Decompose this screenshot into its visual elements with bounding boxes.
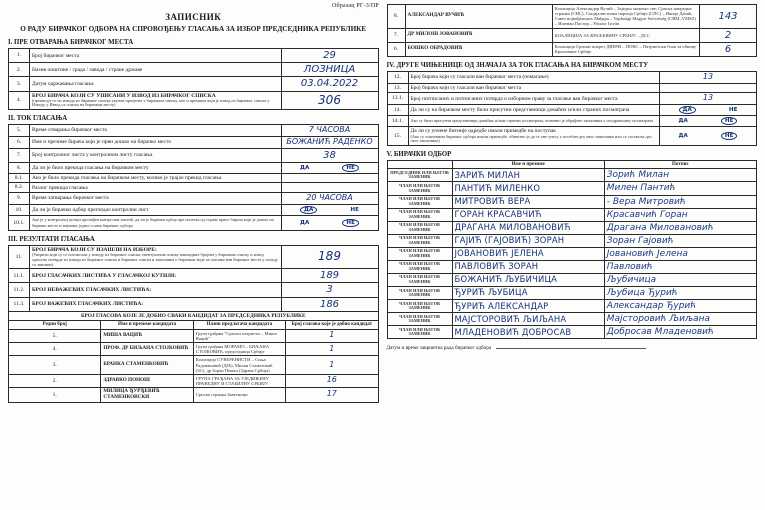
handwriting-signature: Драгана Миловановић xyxy=(606,222,714,233)
row-value[interactable] xyxy=(281,174,378,183)
candidate-number: 8. xyxy=(387,5,405,29)
row-label: Број потписаних и потписаних потврда о изборном праву за гласање ван бирачког места xyxy=(408,93,660,105)
page-title: ЗАПИСНИК xyxy=(165,12,222,22)
board-role: ЧЛАН ИЛИ ЊЕГОВ ЗАМЕНИК xyxy=(387,234,452,247)
handwriting-signature: Зорић Милан xyxy=(606,170,670,181)
table-row xyxy=(387,234,757,247)
handwriting-value: 13 xyxy=(702,71,714,81)
candidate-name: ЗДРАВКО ПОНОШ xyxy=(101,374,193,387)
table-row xyxy=(387,195,757,208)
handwriting-value: ЗАРИЋ МИЛАН xyxy=(454,169,521,180)
col-header-role xyxy=(387,160,452,169)
handwriting-signature: Павловић xyxy=(606,261,653,272)
row-label-note: (преписује се из извода из бирачког списка укупан проценат у бирачком списку, као и премиша који је извод из бирачког списка у Изводу у Извод са списка на бирачком месту) xyxy=(32,97,270,108)
section-2-table xyxy=(8,124,379,231)
table-row xyxy=(9,374,379,387)
row-value[interactable] xyxy=(281,183,378,192)
answer-da[interactable]: ДА xyxy=(679,106,696,114)
handwriting-value: МАЈСТОРОВИЋ ЉИЉАНА xyxy=(454,313,567,324)
answer-da[interactable]: ДА xyxy=(678,118,688,125)
row-number: 10.1. xyxy=(9,215,30,230)
row-number: 12. xyxy=(387,71,408,83)
handwriting-value: 7 ЧАСОВА xyxy=(308,125,351,134)
board-name[interactable] xyxy=(452,313,604,326)
row-label: Да ли су на бирачком месту били присутни представници домаћих и/или страних посматрача xyxy=(408,105,660,116)
candidates-table xyxy=(8,311,379,403)
candidates-title: БРОЈ ГЛАСОВА КОЈЕ ЈЕ ДОБИО СВАКИ КАНДИДАТ ЗА ПРЕДСЕДНИКА РЕПУБЛИКЕ xyxy=(9,312,379,321)
table-row xyxy=(9,148,379,162)
candidate-number: 5. xyxy=(9,329,101,342)
table-row xyxy=(9,174,379,183)
right-column xyxy=(387,4,758,403)
answer-da[interactable]: ДА xyxy=(300,165,310,172)
table-row xyxy=(9,192,379,204)
left-column xyxy=(8,4,379,403)
candidate-party: Група грађана "Српски патриоти – Миша Вацић" xyxy=(193,329,285,342)
table-row xyxy=(387,287,757,300)
handwriting-value: 1 xyxy=(329,359,335,369)
candidate-party: Коалиција СУВЕРЕНИСТИ – Соња Радовановић (ДЈБ), Милан Стаматовић (ЗС), др Зоран Пекеш (Здрава Србија) xyxy=(193,356,285,374)
board-signature[interactable] xyxy=(604,260,756,273)
table-row xyxy=(9,183,379,192)
handwriting-value: 13 xyxy=(702,93,714,103)
row-value[interactable] xyxy=(281,269,378,283)
board-role: ЧЛАН ИЛИ ЊЕГОВ ЗАМЕНИК xyxy=(387,182,452,195)
answer-ne[interactable]: НЕ xyxy=(721,117,738,125)
row-number: 14.1. xyxy=(387,116,408,127)
board-name[interactable] xyxy=(452,169,604,182)
row-value[interactable] xyxy=(281,63,378,77)
board-role: ПРЕДСЕДНИК ИЛИ ЊЕГОВ ЗАМЕНИК xyxy=(387,169,452,182)
row-value[interactable] xyxy=(660,93,757,105)
row-label: Да ли је било прекида гласања на бирачком месту xyxy=(30,163,282,174)
row-label-note: (Уверити који су се потписали у изводу из бирачког списка, евентуалном списку накнадних бројева у бирачком списку и извод односно потврде из извода из бирачког списка и бирачког списка и записника о бирачком воде за гласање ван бирачког места у складу са законом) xyxy=(32,252,278,267)
handwriting-value: ЂУРИЋ ЉУБИЦА xyxy=(454,287,528,298)
table-row xyxy=(387,300,757,313)
board-role: ЧЛАН ИЛИ ЊЕГОВ ЗАМЕНИК xyxy=(387,221,452,234)
row-label-note: (Ако су члановима бирачког одбора имали примедбе, обавезно је да се оне унесу у посебан део овог записника или се саставља део овог записника) xyxy=(410,133,652,144)
row-value[interactable] xyxy=(281,192,378,204)
board-name[interactable] xyxy=(452,234,604,247)
col-header-votes: Број гласова које је добио кандидат xyxy=(286,321,378,330)
board-signature[interactable] xyxy=(604,274,756,287)
handwriting-signature: Мајсторовић Љиљана xyxy=(606,314,711,325)
yes-no-cell[interactable] xyxy=(281,163,378,174)
table-row xyxy=(9,343,379,356)
candidate-votes[interactable] xyxy=(286,388,378,403)
candidate-name: АЛЕКСАНДАР ВУЧИЋ xyxy=(405,5,552,29)
row-number: 8.2. xyxy=(9,183,30,192)
row-value[interactable] xyxy=(281,136,378,148)
candidate-number: 1. xyxy=(9,388,101,403)
row-label-note: Ако су били присутни представници домаћих и/или страних посматрача, поновно је обрађено записника о поздрављању посматрача xyxy=(410,118,654,124)
row-value[interactable] xyxy=(281,77,378,91)
row-number: 7. xyxy=(9,148,30,162)
candidate-name: ПРОФ. ДР БИЉАНА СТОЈКОВИЋ xyxy=(101,343,193,356)
col-header-name: Име и презиме xyxy=(452,160,604,169)
row-label: Број контролног листа у контролном листу гласања xyxy=(30,148,282,162)
section-1-heading: I. ПРЕ ОТВАРАЊА БИРАЧКОГ МЕСТА xyxy=(8,39,134,46)
row-number: 11.1. xyxy=(9,269,30,283)
candidate-votes[interactable] xyxy=(286,374,378,387)
row-label xyxy=(30,215,282,230)
handwriting-value: 186 xyxy=(319,298,340,310)
handwriting-value: 189 xyxy=(319,270,340,282)
section-1-table xyxy=(8,48,379,110)
handwriting-value: 2 xyxy=(724,29,732,41)
row-label xyxy=(30,91,282,109)
handwriting-value: 29 xyxy=(323,50,336,61)
row-number: 1. xyxy=(9,49,30,63)
handwriting-value: 16 xyxy=(326,375,337,385)
row-value[interactable] xyxy=(281,91,378,109)
candidate-party: КОАЛИЦИЈА ЗА КРАЉЕВИНУ СРБИЈУ – ДСС xyxy=(552,28,699,42)
board-role: ЧЛАН ИЛИ ЊЕГОВ ЗАМЕНИК xyxy=(387,195,452,208)
board-role: ЧЛАН ИЛИ ЊЕГОВ ЗАМЕНИК xyxy=(387,326,452,339)
form-code: Образац РГ-3/ПР xyxy=(332,3,379,9)
table-row xyxy=(387,313,757,326)
candidate-name: МИША ВАЦИЋ xyxy=(101,329,193,342)
handwriting-value: БОЖАНИЋ РАДЕНКО xyxy=(286,136,373,146)
row-label: Датум одржавања гласања xyxy=(30,77,282,91)
candidate-name: ДР МИЛОШ ЈОВАНОВИЋ xyxy=(405,28,552,42)
handwriting-value: 189 xyxy=(318,249,341,264)
row-label xyxy=(408,127,660,145)
handwriting-value: 1 xyxy=(329,343,335,353)
candidate-number: 2. xyxy=(9,374,101,387)
yes-no-cell[interactable] xyxy=(660,127,757,145)
board-name[interactable] xyxy=(452,300,604,313)
handwriting-value: МЛАДЕНОВИЋ ДОБРОСАВ xyxy=(454,326,572,337)
row-value[interactable] xyxy=(281,246,378,269)
answer-ne[interactable]: НЕ xyxy=(728,107,738,114)
candidate-votes[interactable] xyxy=(286,343,378,356)
table-row xyxy=(9,246,379,269)
candidate-number: 6. xyxy=(387,42,405,56)
table-row xyxy=(387,116,757,127)
board-name[interactable] xyxy=(452,260,604,273)
row-number: 4. xyxy=(9,91,30,109)
candidates-table-continued xyxy=(387,4,758,57)
answer-ne[interactable]: НЕ xyxy=(721,132,738,140)
handwriting-value: ПАНТИЋ МИЛЕНКО xyxy=(454,182,541,193)
row-label: БРОЈ ВАЖЕЋИХ ГЛАСАЧКИХ ЛИСТИЋА: xyxy=(30,297,282,311)
board-signature[interactable] xyxy=(604,221,756,234)
answer-da[interactable]: ДА xyxy=(300,219,310,226)
yes-no-cell[interactable] xyxy=(660,116,757,127)
row-label: Број бирача који су гласали ван бирачког места xyxy=(408,83,660,92)
table-row xyxy=(387,326,757,339)
board-role: ЧЛАН ИЛИ ЊЕГОВ ЗАМЕНИК xyxy=(387,247,452,260)
row-label-main: БРОЈ БИРАЧА КОЈИ СУ ИЗАШЛИ НА ИЗБОРЕ: xyxy=(32,247,157,254)
table-row xyxy=(9,388,379,403)
table-row xyxy=(9,215,379,230)
row-number: 9. xyxy=(9,192,30,204)
table-row xyxy=(9,63,379,77)
board-role: ЧЛАН ИЛИ ЊЕГОВ ЗАМЕНИК xyxy=(387,260,452,273)
handwriting-value: ГАЈИЋ (ГАЈОВИЋ) ЗОРАН xyxy=(454,235,565,246)
handwriting-value: ПАВЛОВИЋ ЗОРАН xyxy=(454,261,539,272)
table-row xyxy=(9,77,379,91)
handwriting-value: 17 xyxy=(326,389,337,399)
table-row xyxy=(387,5,757,29)
table-row xyxy=(387,105,757,116)
row-number: 3. xyxy=(9,77,30,91)
handwriting-value: 6 xyxy=(724,43,732,55)
section-3-table xyxy=(8,245,379,312)
handwriting-signature: Јовановић Јелена xyxy=(606,248,688,259)
table-row xyxy=(9,136,379,148)
row-number: 13. xyxy=(387,83,408,92)
table-row xyxy=(9,49,379,63)
handwriting-signature: Милен Пантић xyxy=(606,183,676,194)
row-number: 14. xyxy=(387,105,408,116)
yes-no-cell[interactable] xyxy=(660,105,757,116)
row-label: Време затварања бирачког места xyxy=(30,192,282,204)
board-name[interactable] xyxy=(452,195,604,208)
answer-da[interactable]: ДА xyxy=(678,132,688,139)
board-role: ЧЛАН ИЛИ ЊЕГОВ ЗАМЕНИК xyxy=(387,208,452,221)
board-signature[interactable] xyxy=(604,247,756,260)
row-value[interactable] xyxy=(281,49,378,63)
candidate-votes[interactable] xyxy=(286,329,378,342)
board-name[interactable] xyxy=(452,326,604,339)
table-row xyxy=(9,312,379,321)
candidate-votes[interactable] xyxy=(286,356,378,374)
board-signature[interactable] xyxy=(604,195,756,208)
col-header-no: Редни број xyxy=(9,321,101,330)
handwriting-signature: Зоран Гајовић xyxy=(606,235,674,246)
row-value[interactable] xyxy=(660,71,757,83)
row-number: 5. xyxy=(9,125,30,137)
table-row xyxy=(387,83,757,92)
table-row xyxy=(387,28,757,42)
page-subtitle: О РАДУ БИРАЧКОГ ОДБОРА НА СПРОВОЂЕЊУ ГЛАСАЊА ЗА ИЗБОР ПРЕДСЕДНИКА РЕПУБЛИКЕ xyxy=(20,25,367,33)
row-label: БРОЈ ГЛАСАЧКИХ ЛИСТИЋА У ГЛАСАЧКОЈ КУТИЈИ: xyxy=(30,269,282,283)
table-row xyxy=(9,125,379,137)
section-3-heading: III. РЕЗУЛТАТИ ГЛАСАЊА xyxy=(8,236,95,244)
row-label: БРОЈ НЕВАЖЕЋИХ ГЛАСАЧКИХ ЛИСТИЋА: xyxy=(30,283,282,297)
handwriting-value: 306 xyxy=(318,92,341,107)
board-signature[interactable] xyxy=(604,182,756,195)
table-row xyxy=(9,297,379,311)
handwriting-value: ГОРАН КРАСАВЧИЋ xyxy=(454,208,542,219)
row-number: 11. xyxy=(9,246,30,269)
row-value[interactable] xyxy=(281,148,378,162)
handwriting-signature: Красавчић Горан xyxy=(606,209,688,220)
col-header-signature: Потпис xyxy=(604,160,756,169)
handwriting-signature: Љубичица xyxy=(606,275,657,286)
handwriting-value: 03.04.2022 xyxy=(300,78,359,90)
board-name[interactable] xyxy=(452,208,604,221)
handwriting-value: 3 xyxy=(326,284,333,296)
row-number: 13.1. xyxy=(387,93,408,105)
table-row xyxy=(387,71,757,83)
board-signature[interactable] xyxy=(604,169,756,182)
board-signature[interactable] xyxy=(604,326,756,339)
candidate-votes[interactable] xyxy=(700,5,757,29)
row-number: 11.3. xyxy=(9,297,30,311)
board-name[interactable] xyxy=(452,221,604,234)
col-header-party: Назив предлагача кандидата xyxy=(193,321,285,330)
footer-line xyxy=(387,345,758,351)
table-row xyxy=(9,329,379,342)
candidate-name: МИЛИЦА ЂУРЂЕВИЋ СТАМЕНКОВСКИ xyxy=(101,388,193,403)
handwriting-signature: Александар Ђурић xyxy=(606,301,697,312)
board-name[interactable] xyxy=(452,247,604,260)
row-label-main: БРОЈ БИРАЧА КОЈИ СУ УПИСАНИ У ИЗВОД ИЗ БИРАЧКОГ СПИСКА xyxy=(32,92,216,99)
section-4-heading: IV. ДРУГЕ ЧИЊЕНИЦЕ ОД ЗНАЧАЈА ЗА ТОК ГЛАСАЊА НА БИРАЧКОМ МЕСТУ xyxy=(386,61,649,69)
answer-da[interactable]: ДА xyxy=(300,206,317,214)
answer-ne[interactable]: НЕ xyxy=(350,206,359,213)
table-row xyxy=(387,221,757,234)
col-header-name: Име и презиме кандидата xyxy=(101,321,193,330)
candidate-party: ГРУПА ГРАЂАНА ЗА УЈЕДИЊЕНУ ПРАВЕДНУ И СТАБИЛНУ СРБИЈУ xyxy=(193,374,285,387)
row-label: Ако је било прекида гласања на бирачком месту, колико је трајао прекид гласања xyxy=(30,174,282,183)
board-signature[interactable] xyxy=(604,300,756,313)
candidate-number: 7. xyxy=(387,28,405,42)
candidate-number: 4. xyxy=(9,343,101,356)
board-role: ЧЛАН ИЛИ ЊЕГОВ ЗАМЕНИК xyxy=(387,300,452,313)
table-row xyxy=(387,93,757,105)
handwriting-value: МИТРОВИЋ ВЕРА xyxy=(454,195,531,206)
row-label: Назив општине / града / завода / стране државе xyxy=(30,63,282,77)
board-name[interactable] xyxy=(452,274,604,287)
board-signature[interactable] xyxy=(604,313,756,326)
row-label: Разлог прекида гласања xyxy=(30,183,282,192)
candidate-votes[interactable] xyxy=(700,42,757,56)
row-value[interactable] xyxy=(660,83,757,92)
candidate-party: Група грађана МОРАМО – БИЉАНА СТОЈКОВИЋ, председница Србије xyxy=(193,343,285,356)
board-table xyxy=(387,160,758,340)
table-row xyxy=(9,204,379,215)
board-name[interactable] xyxy=(452,287,604,300)
yes-no-cell[interactable] xyxy=(281,215,378,230)
handwriting-signature: Добросав Младеновић xyxy=(606,327,714,338)
table-row xyxy=(387,260,757,273)
board-name[interactable] xyxy=(452,182,604,195)
row-label: Име и презиме бирача који је први дошао на бирачко место xyxy=(30,136,282,148)
row-value[interactable] xyxy=(281,125,378,137)
table-row xyxy=(387,274,757,287)
section-2-heading: II. ТОК ГЛАСАЊА xyxy=(8,115,68,122)
handwriting-value: БОЖАНИЋ ЉУБИЧИЦА xyxy=(454,274,558,285)
handwriting-value: 38 xyxy=(323,149,336,161)
row-label: Да ли је бирачки одбор прегледао контролни лист xyxy=(30,204,282,215)
table-row xyxy=(9,269,379,283)
handwriting-value: ДРАГАНА МИЛОВАНОВИЋ xyxy=(454,222,571,233)
row-label-main: Да ли су уочене битније одредбе имали примедбе на поступак xyxy=(410,128,556,135)
table-header-row xyxy=(9,321,379,330)
row-number: 2. xyxy=(9,63,30,77)
row-number: 10. xyxy=(9,204,30,215)
table-row xyxy=(9,283,379,297)
board-role: ЧЛАН ИЛИ ЊЕГОВ ЗАМЕНИК xyxy=(387,313,452,326)
row-number: 8. xyxy=(9,163,30,174)
board-signature[interactable] xyxy=(604,287,756,300)
row-number: 11.2. xyxy=(9,283,30,297)
table-row xyxy=(9,163,379,174)
handwriting-value: 143 xyxy=(718,10,738,22)
row-label: Број бирачког места xyxy=(30,49,282,63)
table-header-row xyxy=(387,160,757,169)
handwriting-signature: - Вера Митровић xyxy=(606,196,686,207)
board-signature[interactable] xyxy=(604,208,756,221)
footer-label: Датум и време завршетка рада бирачког одбора xyxy=(386,345,492,352)
candidate-party: Коалиција Александар Вучић – Заједно можемо све; Српска напредна странка (СНС), Социјалистичка партија Србије (СПС) – Ивица Дачић, Савез војвођанских Мађара – Vajdasági Magyar Szövetség (СВМ–VMSZ) – Иштван Пастор – Pásztor István xyxy=(552,5,699,29)
row-value[interactable] xyxy=(281,283,378,297)
board-role: ЧЛАН ИЛИ ЊЕГОВ ЗАМЕНИК xyxy=(387,274,452,287)
table-row xyxy=(9,356,379,374)
board-role: ЧЛАН ИЛИ ЊЕГОВ ЗАМЕНИК xyxy=(387,287,452,300)
handwriting-value: 1 xyxy=(329,330,335,340)
row-label-note: Ако је у контролној кутији пронађен контролни листић, да ли је бирачки одбор пре почетка од стране првог бирача који је дошао на бирачко место и најмање једног члана бирачког одбора xyxy=(32,216,274,228)
row-label: Време отварања бирачког места xyxy=(30,125,282,137)
yes-no-cell[interactable] xyxy=(281,204,378,215)
table-row xyxy=(9,91,379,109)
answer-ne[interactable]: НЕ xyxy=(342,219,359,227)
row-value[interactable] xyxy=(281,297,378,311)
handwriting-value: ЈОВАНОВИЋ ЈЕЛЕНА xyxy=(454,248,544,259)
row-number: 8.1. xyxy=(9,174,30,183)
row-label xyxy=(408,116,660,127)
handwriting-value: 20 ЧАСОВА xyxy=(306,192,353,202)
candidate-name: БРАНКА СТАМЕНКОВИЋ xyxy=(101,356,193,374)
table-row xyxy=(387,182,757,195)
row-number: 15. xyxy=(387,127,408,145)
table-row xyxy=(387,169,757,182)
candidate-name: БОШКО ОБРАДОВИЋ xyxy=(405,42,552,56)
handwriting-value: ЛОЗНИЦА xyxy=(303,64,356,76)
candidate-votes[interactable] xyxy=(700,28,757,42)
handwriting-signature: Љубица Ђурић xyxy=(606,288,678,299)
table-row xyxy=(387,127,757,145)
answer-ne[interactable]: НЕ xyxy=(342,164,359,172)
section-5-heading: V. БИРАЧКИ ОДБОР xyxy=(386,150,452,158)
candidate-number: 3. xyxy=(9,356,101,374)
table-row xyxy=(387,208,757,221)
board-signature[interactable] xyxy=(604,234,756,247)
footer-rule[interactable] xyxy=(496,348,646,349)
table-row xyxy=(387,247,757,260)
two-column-layout xyxy=(8,4,757,403)
table-row xyxy=(387,42,757,56)
section-4-table xyxy=(387,71,758,146)
candidate-party: Српска странка Заветници xyxy=(193,388,285,403)
row-label: Број бирача који су гласали ван бирачког места (помагање) xyxy=(408,71,660,83)
row-label xyxy=(30,246,282,269)
row-number: 6. xyxy=(9,136,30,148)
candidate-party: Коалиција Српски покрет ДВЕРИ – ПОКС – Патриотски блок за обнову Краљевине Србије xyxy=(552,42,699,56)
handwriting-value: ЂУРИЋ АЛЕКСАНДАР xyxy=(454,300,549,311)
